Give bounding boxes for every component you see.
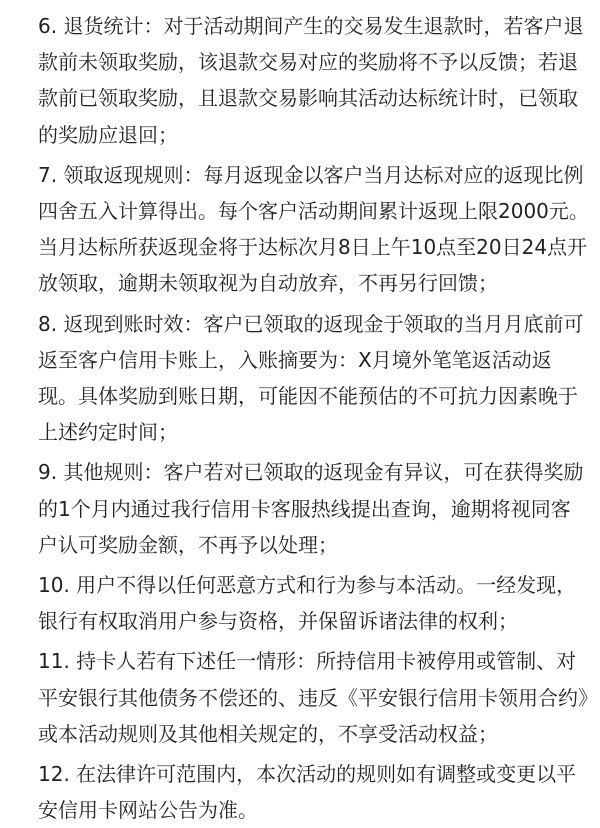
rule-9-paragraph: 9. 其他规则：客户若对已领取的返现金有异议，可在获得奖励的1个月内通过我行信用卡客服热线提出查询，逾期将视同客户认可奖励金额，不再予以处理； — [38, 460, 584, 557]
rule-7-paragraph: 7. 领取返现规则：每月返现金以客户当月达标对应的返现比例四舍五入计算得出。每个客户活动期间累计返现上限2000元。当月达标所获返现金将于达标次月8日上午10点至20日24点开放领取，逾期未领取视为自动放弃，不再另行回馈； — [38, 162, 589, 296]
rule-12-paragraph: 12. 在法律许可范围内，本次活动的规则如有调整或变更以平安信用卡网站公告为准。 — [38, 762, 577, 823]
rules-document — [38, 8, 590, 828]
rule-10-paragraph: 10. 用户不得以任何恶意方式和行为参与本活动。一经发现，银行有权取消用户参与资格，并保留诉诸法律的权利； — [38, 573, 577, 634]
rule-11-paragraph: 11. 持卡人若有下述任一情形：所持信用卡被停用或管制、对平安银行其他债务不偿还的、违反《平安银行信用卡领用合约》或本活动规则及其他相关规定的，不享受活动权益； — [38, 649, 588, 746]
rule-8-paragraph: 8. 返现到账时效：客户已领取的返现金于领取的当月月底前可返至客户信用卡账上，入账摘要为：X月境外笔笔返活动返现。具体奖励到账日期，可能因不能预估的不可抗力因素晚于上述约定时间； — [38, 311, 584, 445]
rule-6-paragraph: 6. 退货统计：对于活动期间产生的交易发生退款时，若客户退款前未领取奖励，该退款交易对应的奖励将不予以反馈；若退款前已领取奖励，且退款交易影响其活动达标统计时，已领取的奖励应退回； — [38, 14, 584, 147]
